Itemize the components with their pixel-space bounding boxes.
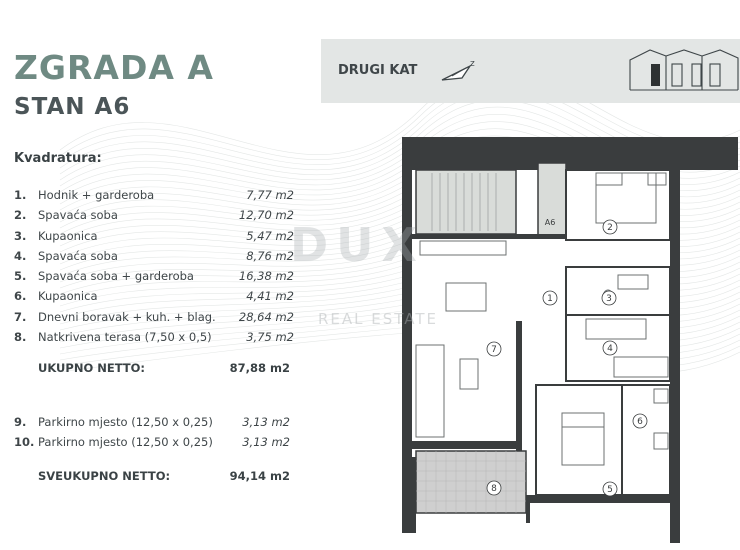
room-number-6: 6 (637, 417, 643, 427)
building-keyplan-icon (626, 46, 740, 98)
watermark-sub: REAL ESTATE (318, 310, 439, 328)
floor-label: DRUGI KAT (338, 63, 418, 78)
floor-plan (402, 137, 738, 543)
room-number-2: 2 (607, 223, 613, 233)
room-row: 2. Spavaća soba 12,70 m2 (14, 208, 294, 223)
svg-text:z: z (470, 59, 475, 69)
room-number-8: 8 (491, 484, 497, 494)
bedroom-5 (536, 385, 622, 495)
parking-list (14, 412, 290, 453)
parking-row: 9. Parkirno mjesto (12,50 x 0,25) 3,13 m2 (14, 415, 290, 429)
parking-row: 10. Parkirno mjesto (12,50 x 0,25) 3,13 m2 (14, 435, 290, 450)
staircase (416, 170, 516, 234)
bathroom-6 (622, 385, 670, 495)
room-number-3: 3 (606, 294, 612, 304)
room-row: 1. Hodnik + garderoba 7,77 m2 (14, 188, 294, 202)
room-row: 6. Kupaonica 4,41 m2 (14, 289, 294, 304)
room-row: 7. Dnevni boravak + kuh. + blag. 28,64 m2 (14, 309, 294, 324)
room-row: 3. Kupaonica 5,47 m2 (14, 228, 294, 243)
bathroom-3 (566, 267, 670, 315)
north-arrow-icon (440, 58, 480, 84)
room-row: 5. Spavaća soba + garderoba 16,38 m2 (14, 269, 294, 284)
watermark-brand: DUX (290, 218, 426, 272)
room-row: 4. Spavaća soba 8,76 m2 (14, 248, 294, 263)
bedroom-4 (566, 315, 670, 381)
bedroom-2 (566, 170, 670, 240)
plan-top-wall (402, 137, 738, 170)
room-number-5: 5 (607, 485, 613, 495)
room-number-7: 7 (491, 345, 497, 355)
area-heading: Kvadratura: (14, 151, 102, 166)
net-total: UKUPNO NETTO: 87,88 m2 (38, 361, 290, 375)
room-row: 8. Natkrivena terasa (7,50 x 0,5) 3,75 m2 (14, 330, 294, 345)
unit-label: A6 (544, 218, 556, 227)
terrace (416, 451, 526, 513)
apartment-title: STAN A6 (14, 94, 131, 120)
grand-total: SVEUKUPNO NETTO: 94,14 m2 (38, 469, 290, 483)
room-number-4: 4 (607, 344, 613, 354)
room-number-1: 1 (547, 294, 553, 304)
room-area-list (14, 185, 294, 347)
plan-left-wall (402, 137, 412, 457)
building-title: ZGRADA A (14, 48, 214, 87)
plan-right-wall (670, 137, 680, 543)
